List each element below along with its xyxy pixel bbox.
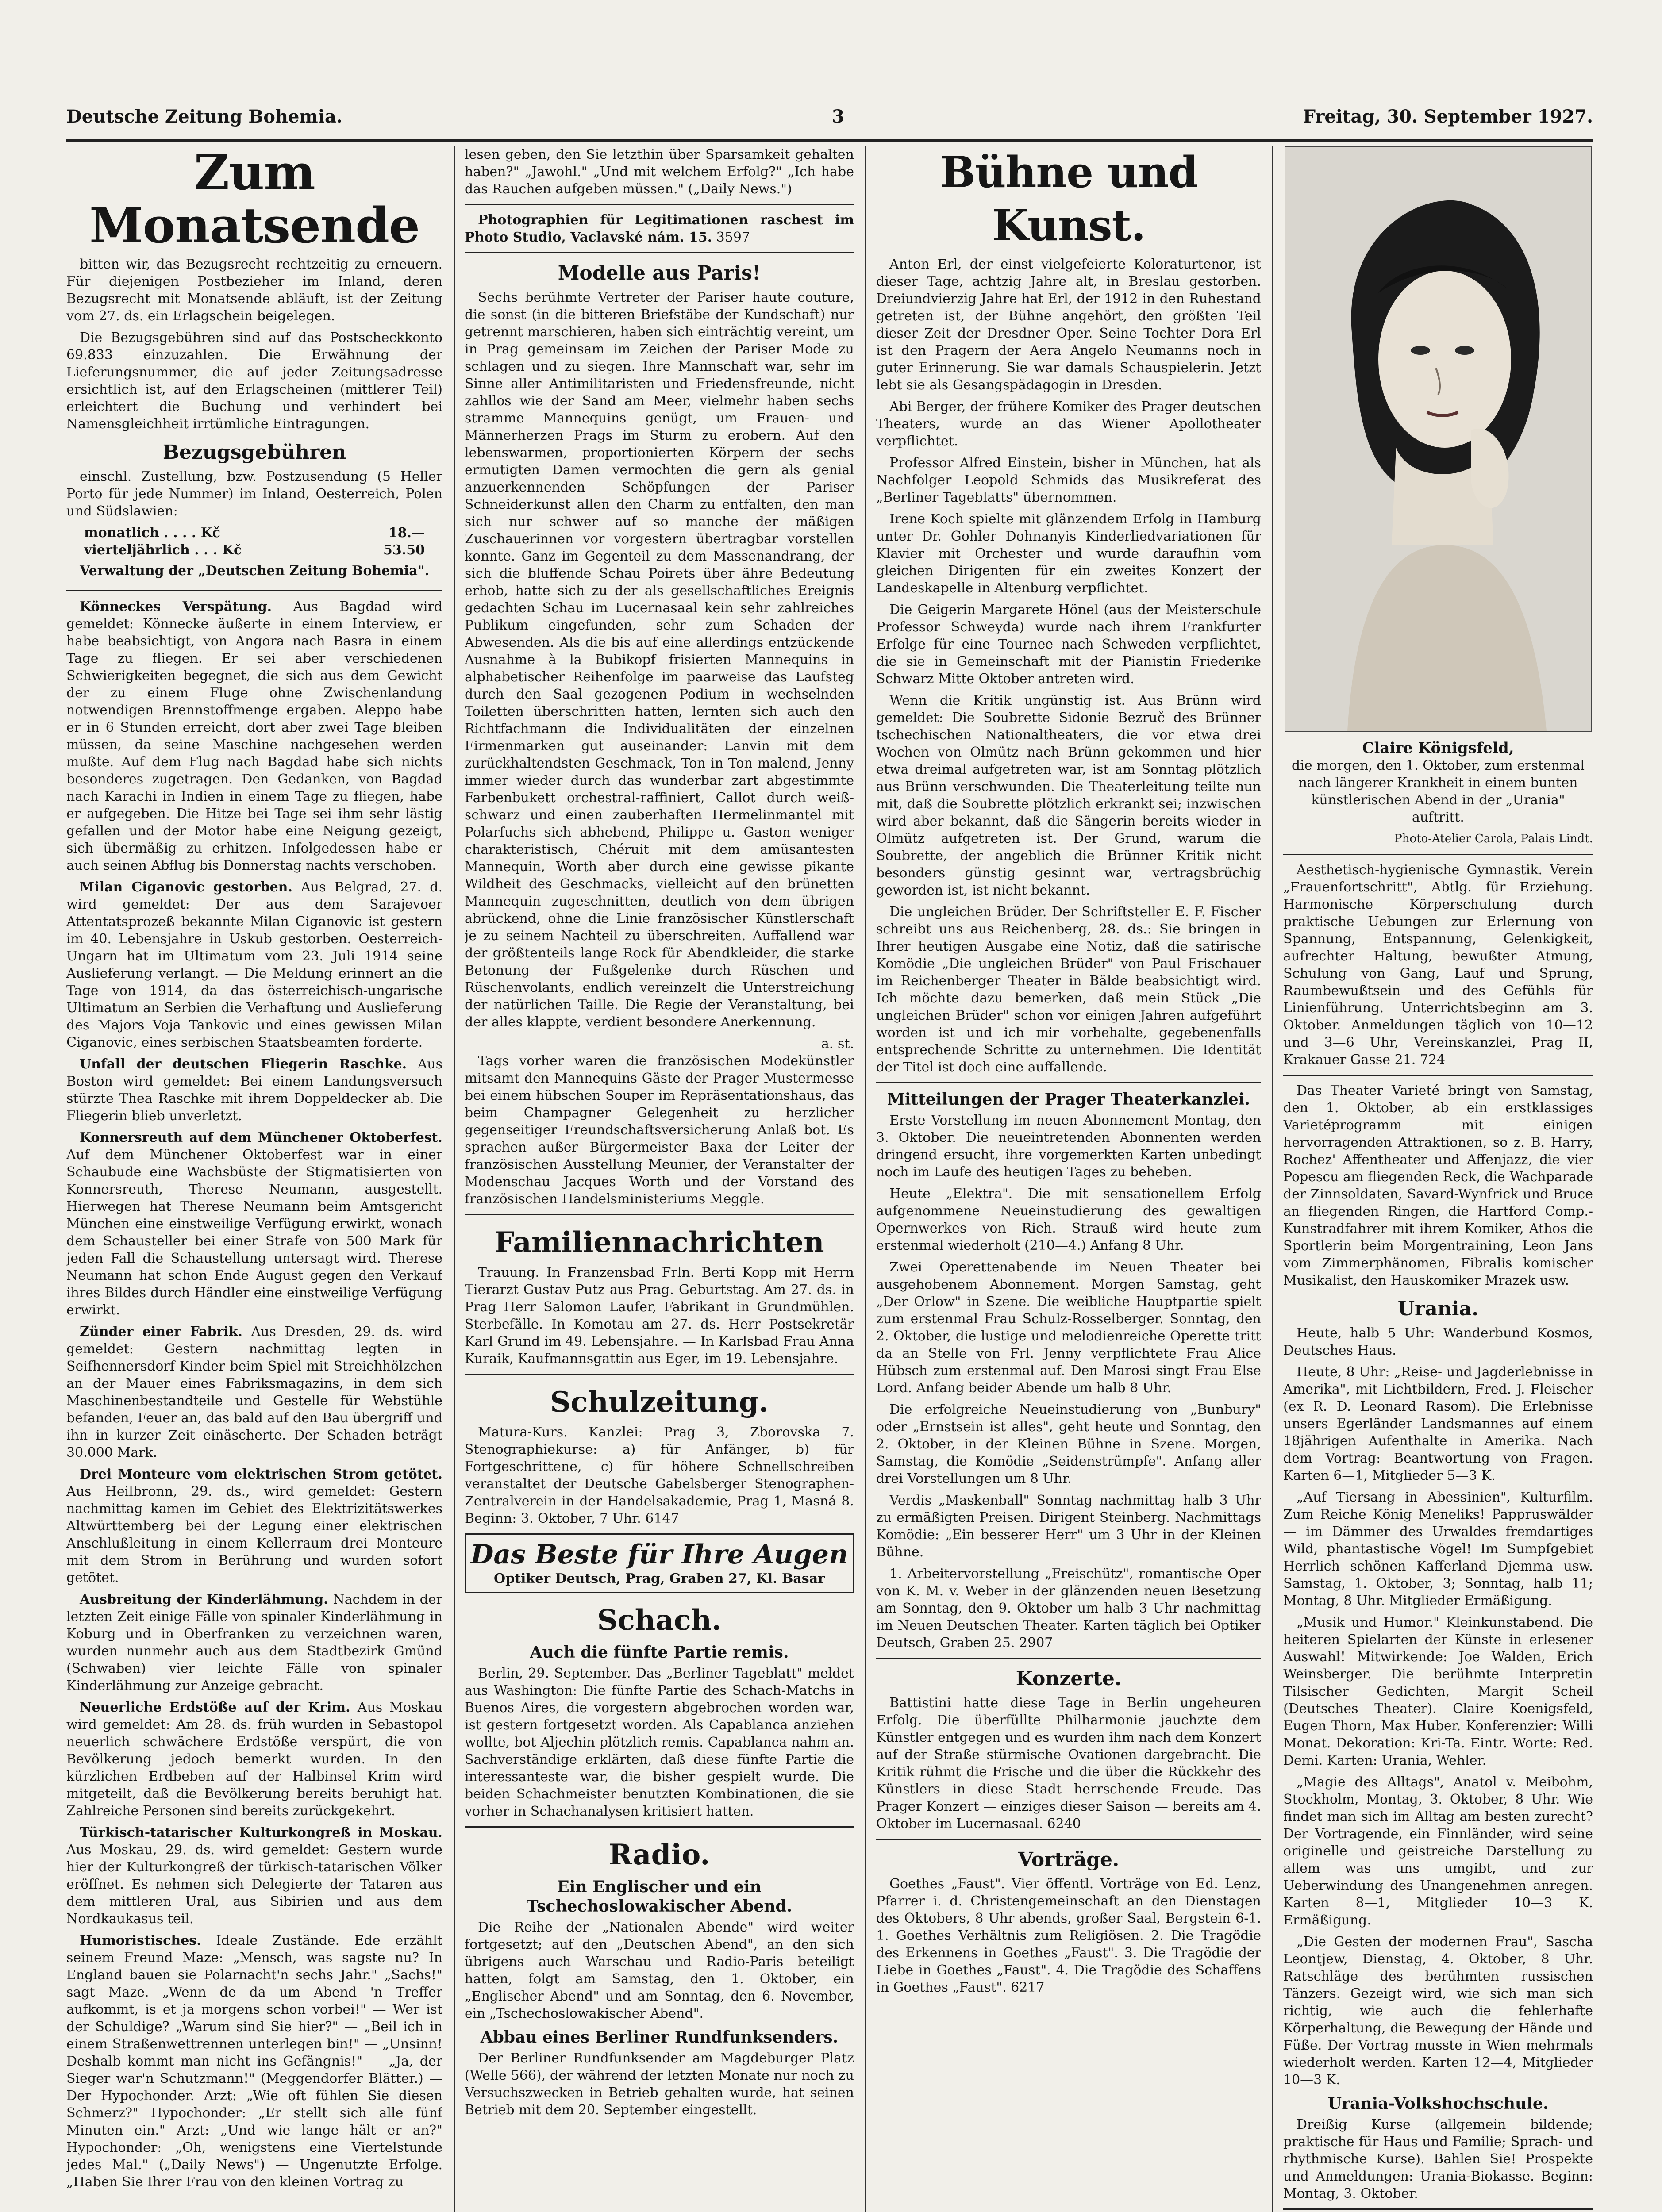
subheading: Ein Englischer und ein Tschechoslowakischer Abend. [526, 1878, 793, 1916]
heading-radio: Radio. [608, 1838, 710, 1871]
newspaper-page [66, 84, 1593, 2212]
heading-familiennachrichten: Familiennachrichten [494, 1226, 824, 1259]
paragraph: Dreißig Kurse (allgemein bildende; praktische für Haus und Familie; Sprach- und rhythmische Kurse). Bahlen Sie! Prospekte und Anmeldungen: Urania-Biokasse. Beginn: Montag, 3. Oktober. [1283, 2117, 1593, 2201]
paragraph: Erste Vorstellung im neuen Abonnement Montag, den 3. Oktober. Die neueintretenden Abonnenten werden dringend ersucht, ihre vorgemerkten Karten unbedingt noch im Laufe des heutigen Tages zu beheben. [876, 1113, 1261, 1180]
news-heading: Könneckes Verspätung. [80, 599, 272, 614]
heading-volkshochschule: Urania-Volkshochschule. [1327, 2094, 1549, 2113]
news-item [66, 1699, 442, 1820]
news-text: Aus Heilbronn, 29. ds., wird gemeldet: Gestern nachmittag kamen im Gebiet des Elektrizitätswerkes Altwürttemberg bei der Legung einer elektrischen Anschlußleitung in einem Kellerraum drei Monteure mit dem Strom in Berührung und wurden sofort getötet. [66, 1484, 442, 1586]
heading-konzerte: Konzerte. [1016, 1667, 1122, 1690]
news-item [66, 1323, 442, 1461]
para-text: Battistini hatte diese Tage in Berlin ungeheuren Erfolg. Die überfüllte Philharmonie jauchzte dem Künstler entgegen und es wurden ihm nach dem Konzert auf der Straße stürmische Ovationen dargebracht. Die Kritik rühmt die Frische und die über die Rückkehr des Künstlers in diese Stadt herrschende Freude. Das Prager Konzert — einziges dieser Saison — bereits am 4. Oktober im Lucernasaal. [876, 1695, 1261, 1832]
news-heading: Drei Monteure vom elektrischen Strom getötet. [80, 1467, 442, 1482]
subheading: Abbau eines Berliner Rundfunksenders. [480, 2028, 839, 2047]
price-row [84, 541, 425, 559]
news-item [66, 1591, 442, 1694]
heading-vortraege: Vorträge. [1018, 1848, 1120, 1871]
paragraph: „Auf Tiersang in Abessinien", Kulturfilm. Zum Reiche König Meneliks! Pappruswälder — im Dämmer des Urwaldes fremdartiges Wild, phantastische Vögel! Im Sumpfgebiet Herrlich schönen Kafferland Djemma usw. Samstag, 1. Oktober, 3; Sonntag, halb 11; Montag, 8 Uhr. Mitglieder Ermäßigung. [1283, 1490, 1593, 1609]
price-row [84, 524, 425, 541]
news-text: Aus Dresden, 29. ds. wird gemeldet: Gestern nachmittag legten in Seifhennersdorf Kinder beim Spiel mit Streichhölzchen an der Mauer eines Fabriksmagazins, in dem sich Maschinenbestandteile und Gestelle für Webstühle befanden, Feuer an, das bald auf den Bau übergriff und ihn in kurzer Zeit einäscherte. Der Schaden beträgt 30.000 Mark. [66, 1324, 442, 1460]
paragraph: Zwei Operettenabende im Neuen Theater bei ausgehobenem Abonnement. Morgen Samstag, geht „Der Orlow" in Szene. Die weibliche Hauptpartie spielt zum erstenmal Frau Schulz-Rosselberger. Sonntag, den 2. Oktober, die lustige und melodienreiche Operette tritt da an Stelle von Frl. Jenny verpflichtete Frau Alice Hübsch zum erstenmal auf. Den Marosi singt Frau Else Lord. Anfang beider Abende um halb 8 Uhr. [876, 1260, 1261, 1396]
heading-schulzeitung: Schulzeitung. [550, 1386, 769, 1419]
column-3 [876, 146, 1261, 2212]
news-text: Nachdem in der letzten Zeit einige Fälle von spinaler Kinderlähmung in Koburg und in Oberfranken zu verzeichnen waren, wurden nunmehr auch aus dem Stadtbezirk Gmünd (Schwaben) vier leichte Fälle von spinaler Kinderlähmung zur Anzeige gebracht. [66, 1592, 442, 1694]
ad-line: Optiker Deutsch, Prag, Graben 27, Kl. Basar [494, 1571, 825, 1586]
divider [1283, 854, 1593, 855]
price-label: monatlich . . . . Kč [84, 525, 221, 541]
headline-monatsende: Zum Monatsende [89, 146, 419, 254]
paragraph: Die Geigerin Margarete Hönel (aus der Meisterschule Professor Schweyda) wurde nach ihrem Frankfurter Erfolge für eine Tournee nach Schweden verpflichtet, die sie in Gemeinschaft mit der Pianistin Friederike Schwarz Mitte Oktober antreten wird. [876, 602, 1261, 687]
portrait-photo [1285, 146, 1592, 732]
divider [1283, 1075, 1593, 1076]
heading-schach: Schach. [597, 1604, 722, 1637]
portrait-image [1285, 147, 1591, 731]
paragraph: Berlin, 29. September. Das „Berliner Tageblatt" meldet aus Washington: Die fünfte Partie des Schach-Matchs in Buenos Aires, die vorgestern abgebrochen worden war, ist gestern fortgesetzt worden. Als Capablanca anziehen wollte, bot Aljechin plötzlich remis. Capablanca nahm an. Sachverständige erklärten, daß diese fünfte Partie die interessanteste war, die bisher gespielt wurde. Die beiden Schachmeister benutzten Kombinationen, die sie vorher in Schachanalysen kritisiert hatten. [465, 1666, 854, 1819]
news-item [66, 1466, 442, 1586]
price-value: 18.— [388, 525, 425, 541]
paragraph: „Musik und Humor." Kleinkunstabend. Die heiteren Spielarten der Künste in erlesener Auswahl! Mitwirkende: Joe Walden, Erich Weinsberger. Die berühmte Interpretin Tilsischer Gedichten, Margit Scheil (Deutsches Theater). Claire Koenigsfeld, Eugen Thorn, Max Huber. Konferenzier: Willi Monat. Dekoration: Kri-Ta. Eintr. Worte: Red. Demi. Karten: Urania, Wehler. [1283, 1615, 1593, 1768]
paragraph: Die Reihe der „Nationalen Abende" wird weiter fortgesetzt; auf den „Deutschen Abend", an den sich übrigens auch Warschau und Radio-Paris beteiligt hatten, folgt am Samstag, den 1. Oktober, ein „Englischer Abend" und am Sonntag, den 6. November, ein „Tschechoslowakischer Abend". [465, 1920, 854, 2021]
news-item [66, 1932, 442, 2191]
subheading: Auch die fünfte Partie remis. [530, 1643, 789, 1662]
paragraph: Verdis „Maskenball" Sonntag nachmittag halb 3 Uhr zu ermäßigten Preisen. Dirigent Steinberg. Nachmittags Komödie: „Ein besserer Herr" um 3 Uhr in der Kleinen Bühne. [876, 1493, 1261, 1560]
paragraph [876, 1875, 1261, 1996]
news-text: Aus Moskau, 29. ds. wird gemeldet: Gestern wurde hier der Kulturkongreß der türkisch-tatarischen Völker eröffnet. Es nehmen sich Delegierte der Tataren aus dem mittleren Ural, aus Sibirien und aus dem Nordkaukasus teil. [66, 1842, 442, 1927]
headline-buehne-kunst: Bühne und Kunst. [939, 147, 1198, 250]
paragraph [1283, 861, 1593, 1068]
paragraph: „Die Gesten der modernen Frau", Sascha Leontjew, Dienstag, 4. Oktober, 8 Uhr. Ratschläge des berühmten russischen Tänzers. Gezeigt wird, wie sich man sich richtig, wie auch die fehlerhafte Körperhaltung, die Bewegung der Hände und Füße. Der Vortrag musste in Wien mehrmals wiederholt werden. Karten 12—4, Mitglieder 10—3 K. [1283, 1934, 1593, 2088]
divider [465, 1374, 854, 1375]
column-divider [1272, 146, 1273, 2212]
news-text: Aus Boston wird gemeldet: Bei einem Landungsversuch stürzte Thea Raschke mit ihrem Doppeldecker ab. Die Fliegerin blieb unverletzt. [66, 1056, 442, 1124]
news-text: Aus Moskau wird gemeldet: Am 28. ds. früh wurden in Sebastopol neuerlich schwächere Erdstöße verspürt, die von Bevölkerung jedoch bemerkt wurden. In den kürzlichen Erdbeben auf der Halbinsel Krim wird mitgeteilt, daß die Bevölkerung bereits beruhigt hat. Zahlreiche Personen sind bereits zurückgekehrt. [66, 1700, 442, 1819]
paragraph: einschl. Zustellung, bzw. Postzusendung (5 Heller Porto für jede Nummer) im Inland, Oesterreich, Polen und Südslawien: [66, 469, 442, 519]
news-heading: Milan Ciganovic gestorben. [80, 879, 292, 895]
paragraph: Sechs berühmte Vertreter der Pariser haute couture, die sonst (in die bitteren Briefstäbe der Kundschaft) nur getrennt marschieren, haben sich einträchtig vereint, um in Prag gemeinsam im Zeichen der Pariser Mode zu schlagen und zu siegen. Ihre Mannschaft war, sehr im Sinne aller Antimilitaristen und Friedensfreunde, nicht zahllos wie der Sand am Meer, vielmehr haben sechs stramme Mannequins genügt, um Frauen- und Männerherzen Prags im Sturm zu erobern. Auf den lebenswarmen, proportionierten Körpern der sechs ermutigten Damen vermochten die gern als genial anzuerkennenden Schöpfungen der Pariser Schneiderkunst allen den Charm zu entfalten, den man sich nur schwer auf so manche der mäßigen Zuschauerinnen vor vorgestern übertragbar vorstellen konnte. Ganz im Gegenteil zu dem Massenandrang, der sich die bluffende Schau Poirets über ähre Bedeutung erhob, hatte sich zu der als gesellschaftliches Ereignis gedachten Schau im Lucernasaal kein sehr zahlreiches Publikum eingefunden, sehr zum Schaden der Abwesenden. Als die bis auf eine allerdings entzückende Ausnahme à la Bubikopf frisierten Mannequins in alphabetischer Reihenfolge im paarweise das Laufsteg durch den Saal gezogenen Podium in wechselnden Toiletten überschritten hatten, lernten sich auch den Richtfachmann die Individualitäten der einzelnen Firmenmarken gut auseinander: Lanvin mit dem zurückhaltendsten Geschmack, Ton in Ton malend, Jenny immer wieder durch das wunderbar zart abgestimmte Farbenbukett orchestral-raffiniert, Callot durch weiß-schwarz und einen zauberhaften Hermelinmantel mit Polarfuchs sich abhebend, Philippe u. Gaston weniger charakteristisch, Chéruit mit dem amüsantesten Mannequin, Worth aber durch eine gewisse pikante Wildheit des Geschmacks, vielleicht auf den brünetten Mannequin zugeschnitten, deutlich von dem übrigen abrückend, ohne die Linie französischer Künstlerschaft je zu seinem Nachteil zu überschreiten. Auffallend war der größtenteils lange Rock für Abendkleider, die starke Betonung der Fußgelenke durch Rüschen und Rüschenvolants, endlich vereinzelt die Unterstreichung der natürlichen Taille. Die Regie der Veranstaltung, bei der alles klappte, verdient besondere Anerkennung. [465, 290, 854, 1030]
news-item [66, 879, 442, 1051]
photo-credit: Photo-Atelier Carola, Palais Lindt. [1394, 832, 1593, 845]
news-heading: Konnersreuth auf dem Münchener Oktoberfest. [80, 1130, 442, 1145]
para-text: 1. Arbeitervorstellung „Freischütz", romantische Oper von K. M. v. Weber in der glänzenden neuen Besetzung am Sonntag, den 9. Oktober um halb 3 Uhr nachmittag im Neuen Deutschen Theater. Karten täglich bei Optiker Deutsch, Graben 25. [876, 1566, 1261, 1651]
paragraph: Trauung. In Franzensbad Frln. Berti Kopp mit Herrn Tierarzt Gustav Putz aus Prag. Geburtstag. Am 27. ds. in Prag Herr Salomon Laufer, Fabrikant in Grundmühlen. Sterbefälle. In Komotau am 27. ds. Herr Postsekretär Karl Grund im 49. Lebensjahre. — In Karlsbad Frau Anna Kuraik, Kaufmannsgattin aus Eger, im 19. Lebensjahre. [465, 1265, 854, 1367]
divider [465, 1214, 854, 1215]
column-divider [865, 146, 866, 2212]
paragraph: Heute, 8 Uhr: „Reise- und Jagderlebnisse in Amerika", mit Lichtbildern, Fred. J. Fleischer (ex R. D. Leonard Rasom). Die Erlebnisse unsers Egerländer Landsmannes auf einem 18jährigen Aufenthalte in Amerika. Nach dem Vortrag: Beantwortung von Fragen. Karten 6—1, Mitglieder 5—3 K. [1283, 1364, 1593, 1483]
ad-number: 6240 [1047, 1816, 1081, 1832]
price-label: vierteljährlich . . . Kč [84, 542, 242, 558]
paragraph: Wenn die Kritik ungünstig ist. Aus Brünn wird gemeldet: Die Soubrette Sidonie Bezruč des Brünner tschechischen Nationaltheaters, die vor etwa drei Wochen von Olmütz nach Brünn gekommen und hier etwa dreimal aufgetreten war, ist am Sonntag plötzlich aus Brünn verschwunden. Die Theaterleitung teilte nun mit, daß die Soubrette plötzlich erkrankt sei; inzwischen wird aber bekannt, daß die Sängerin bereits wieder in Olmütz aufgetreten ist. Der Grund, warum die Soubrette, der angeblich die Brünner Kritik nicht besonders günstig gesinnt war, vertragsbrüchig geworden ist, ist nicht bekannt. [876, 693, 1261, 898]
news-heading: Ausbreitung der Kinderlähmung. [80, 1592, 328, 1607]
paragraph: bitten wir, das Bezugsrecht rechtzeitig zu erneuern. Für diejenigen Postbezieher im Inland, deren Bezugsrecht mit Monatsende abläuft, ist der Zeitung vom 27. ds. ein Erlagschein beigelegen. [66, 257, 442, 324]
divider [876, 1839, 1261, 1840]
paragraph: Der Berliner Rundfunksender am Magdeburger Platz (Welle 566), der während der letzten Monate nur noch zu Versuchszwecken in Betrieb gehalten wurde, hat seinen Betrieb mit dem 20. September eingestellt. [465, 2051, 854, 2118]
news-item [66, 1056, 442, 1125]
paper-name: Deutsche Zeitung Bohemia. [66, 106, 342, 127]
news-heading: Neuerliche Erdstöße auf der Krim. [80, 1700, 350, 1715]
paragraph: Die ungleichen Brüder. Der Schriftsteller E. F. Fischer schreibt uns aus Reichenberg, 28. ds.: Sie bringen in Ihrer heutigen Ausgabe eine Notiz, daß die satirische Komödie „Die ungleichen Brüder" von Paul Frischauer im Reichenberger Theater in Bälde beabsichtigt wird. Ich möchte dazu bemerken, daß mein Stück „Die ungleichen Brüder" schon vor einigen Jahren aufgeführt worden ist und ich mir vorbehalte, gegebenenfalls entsprechende Schritte zu unternehmen. Die Identität der Titel ist doch eine auffallende. [876, 904, 1261, 1075]
paragraph: Professor Alfred Einstein, bisher in München, hat als Nachfolger Leopold Schmids das Musikreferat des „Berliner Tageblatts" übernommen. [876, 455, 1261, 505]
heading-mitteilungen: Mitteilungen der Prager Theaterkanzlei. [887, 1090, 1250, 1109]
paragraph: Die Bezugsgebühren sind auf das Postscheckkonto 69.833 einzuzahlen. Die Erwähnung der Lieferungsnummer, die auf jeder Zeitungsadresse ersichtlich ist, auf den Erlagscheinen (mittlerer Teil) erleichtert die Buchung und verhindert bei Namensgleichheit irrtümliche Eintragungen. [66, 330, 442, 432]
paragraph [876, 1694, 1261, 1832]
paragraph: Heute „Elektra". Die mit sensationellem Erfolg aufgenommene Neueinstudierung des gewaltigen Opernwerkes von Rich. Strauß wird heute zum erstenmal wiederholt (210—4.) Anfang 8 Uhr. [876, 1186, 1261, 1253]
ad-text: Photographien für Legitimationen raschest im Photo Studio, Vaclavské nám. 15. [465, 212, 854, 245]
ad-number: 3597 [716, 230, 750, 245]
masthead [66, 106, 1593, 137]
classified-ad [465, 211, 854, 246]
column-divider [454, 146, 455, 2212]
divider [876, 1082, 1261, 1083]
divider [66, 587, 442, 591]
paragraph [876, 1565, 1261, 1651]
news-item [66, 598, 442, 874]
paragraph: Heute, halb 5 Uhr: Wanderbund Kosmos, Deutsches Haus. [1283, 1325, 1593, 1358]
ad-title: Das Beste für Ihre Augen [470, 1539, 848, 1570]
news-item [66, 1824, 442, 1928]
column-1 [66, 146, 442, 2212]
news-text: Auf dem Münchener Oktoberfest war in einer Schaubude eine Wachsbüste der Stigmatisierten von Konnersreuth, Therese Neumann, ausgestellt. Hierwegen hat Therese Neumann beim Amtsgericht München eine einstweilige Verfügung erwirkt, wonach dem Schausteller bei einer Strafe von 500 Mark für jeden Fall die Schaustellung untersagt wird. Therese Neumann hat schon Ende August gegen den Verkauf ihres Bildes durch Händler eine einstweilige Verfügung erwirkt. [66, 1147, 442, 1318]
page-number: 3 [832, 106, 844, 127]
paragraph: „Magie des Alltags", Anatol v. Meibohm, Stockholm, Montag, 3. Oktober, 8 Uhr. Wie findet man sich im Alltag am besten zurecht? Der Vortragende, ein Finnländer, wird seine originelle und geistreiche Darstellung zu allem was uns umgibt, und zur Ueberwindung des Unangenehmen anregen. Karten 8—1, Mitglieder 10—3 K. Ermäßigung. [1283, 1774, 1593, 1928]
news-heading: Zünder einer Fabrik. [80, 1324, 242, 1340]
photo-caption: die morgen, den 1. Oktober, zum erstenmal nach längerer Krankheit in einem bunten künstlerischen Abend in der „Urania" auftritt. [1292, 758, 1585, 825]
paragraph: Das Theater Varieté bringt von Samstag, den 1. Oktober, ab ein erstklassiges Varietéprogramm mit einigen hervorragenden Attraktionen, so z. B. Harry, Rochez' Affentheater und Affenjazz, die vier Popescu am fliegenden Reck, die Wachparade der Zinnsoldaten, Savard-Wynfrick und Bruce an fliegenden Ringen, die Hartford Comp.-Kunstradfahrer mit ihrem Komiker, Athos die Sportlerin beim Morgentraining, Leon Jans vom Zimmerphänomen, Fibralis komischer Musikalist, den Hauskomiker Mrazek usw. [1283, 1083, 1593, 1288]
issue-date: Freitag, 30. September 1927. [1303, 106, 1593, 127]
price-table [84, 524, 425, 559]
paragraph: Anton Erl, der einst vielgefeierte Koloraturtenor, ist dieser Tage, achtzig Jahre alt, in Breslau gestorben. Dreiundvierzig Jahre hat Erl, der 1912 in den Ruhestand getreten ist, der Bühne angehört, den größten Teil dieser Zeit der Dresdner Oper. Seine Tochter Dora Erl ist den Pragern der Aera Angelo Neumanns noch in guter Erinnerung. Sie war damals Schauspielerin. Jetzt lebt sie als Gesangspädagogin in Dresden. [876, 257, 1261, 393]
paragraph: Tags vorher waren die französischen Modekünstler mitsamt den Mannequins Gäste der Prager Mustermesse bei einem hübschen Souper im Repräsentationshaus, das beim Champagner Gelegenheit zu herzlicher gegenseitiger Freundschaftsversicherung Anlaß bot. Es sprachen außer Bürgermeister Baxa der Leiter der französischen Ausstellung Meunier, der Veranstalter der Modenschau Jacques Worth und der Vorstand des französischen Handelsministeriums Meggle. [465, 1053, 854, 1207]
paragraph: Irene Koch spielte mit glänzendem Erfolg in Hamburg unter Dr. Gohler Dohnanyis Kinderliedvariationen für Klavier mit Orchester und wurde daraufhin vom gleichen Dirigenten für ein zweites Konzert der Landeskapelle in Altenburg verpflichtet. [876, 511, 1261, 596]
ad-number: 6217 [1011, 1980, 1045, 1995]
heading-modelle-paris: Modelle aus Paris! [558, 262, 761, 284]
ad-number: 724 [1420, 1052, 1446, 1068]
news-heading: Humoristisches. [80, 1933, 201, 1948]
divider [465, 204, 854, 205]
author-signature: a. st. [821, 1036, 854, 1052]
price-value: 53.50 [383, 542, 425, 558]
paragraph: lesen geben, den Sie letzthin über Sparsamkeit gehalten haben?" „Jawohl." „Und mit welchem Erfolg?" „Ich habe das Rauchen aufgeben müssen." („Daily News.") [465, 147, 854, 197]
school-text: Matura-Kurs. Kanzlei: Prag 3, Zborovska 7. Stenographiekurse: a) für Anfänger, b) für Fortgeschrittene, c) für höhere Schnellschreiben veranstaltet der Deutsche Gabelsberger Stenographen-Zentralverein in der Handelsakademie, Prag 1, Masná 8. Beginn: 3. Oktober, 7 Uhr. [465, 1425, 854, 1526]
admin-signature: Verwaltung der „Deutschen Zeitung Bohemia". [80, 563, 429, 579]
news-text: Ideale Zustände. Ede erzählt seinem Freund Maze: „Mensch, was sagste nu? In England bauen sie Polarnacht'n sechs Jahr." „Sachs!" sagt Maze. „Wenn de da um Abend 'n Treffer aufkommt, is et ja morgens schon vorbei!" — Wer ist der Schuldige? „Warum sind Sie hier?" — „Beil ich in einem Straßenwettrennen unterlegen bin!" — „Unsinn! Deshalb kommt man nicht ins Gefängnis!" — „Ja, der Sieger war'n Schutzmann!" (Meggendorfer Blätter.) — Der Hypochonder. Arzt: „Wie oft fühlen Sie diesen Schmerz?" Hypochonder: „Er stellt sich alle fünf Minuten ein." Arzt: „Und wie lange hält er an?" Hypochonder: „Oh, wenigstens eine Viertelstunde jedes Mal." („Daily News") — Ungenutzte Erfolge. „Haben Sie Ihrer Frau von den kleinen Vortrag zu [66, 1933, 442, 2190]
ad-number: 2907 [1019, 1635, 1053, 1651]
divider [876, 1658, 1261, 1659]
divider [465, 252, 854, 253]
news-heading: Unfall der deutschen Fliegerin Raschke. [80, 1056, 407, 1072]
heading-bezugsgebuehren: Bezugsgebühren [162, 441, 346, 464]
para-text: Aesthetisch-hygienische Gymnastik. Verein „Frauenfortschritt", Abtlg. für Erziehung. Harmonische Körperschulung durch praktische Uebungen zur Erlernung von Spannung, Entspannung, Gelenkigkeit, aufrechter Haltung, bewußter Atmung, Schulung von Gang, Lauf und Sprung, Raumbewußtsein und des Gefühls für Linienführung. Unterrichtsbeginn am 3. Oktober. Anmeldungen täglich von 10—12 und 3—6 Uhr, Vereinskanzlei, Prag II, Krakauer Gasse 21. [1283, 862, 1593, 1068]
divider [465, 1826, 854, 1828]
paragraph: Die erfolgreiche Neueinstudierung von „Bunbury" oder „Ernstsein ist alles", geht heute und Sonntag, den 2. Oktober, in der Kleinen Bühne in Szene. Morgen, Samstag, die Komödie „Seidenstrümpfe". Anfang aller drei Vorstellungen um 8 Uhr. [876, 1402, 1261, 1486]
heading-urania: Urania. [1397, 1298, 1479, 1320]
column-2 [465, 146, 854, 2212]
news-heading: Türkisch-tatarischer Kulturkongreß in Moskau. [80, 1825, 442, 1840]
column-4 [1283, 146, 1593, 2212]
optician-ad [465, 1533, 854, 1593]
para-text: Goethes „Faust". Vier öffentl. Vorträge von Ed. Lenz, Pfarrer i. d. Christengemeinschaft an den Dienstagen des Oktobers, 8 Uhr abends, großer Saal, Bergstein 6-1. 1. Goethes Verhältnis zum Religiösen. 2. Die Tragödie des Erkennens in Goethes „Faust". 3. Die Tragödie der Liebe in Goethes „Faust". 4. Die Tragödie des Schaffens in Goethes „Faust". [876, 1876, 1261, 1995]
news-text: Aus Bagdad wird gemeldet: Könnecke äußerte in einem Interview, er habe beabsichtigt, von Angora nach Basra in einem Tage zu fliegen. Er sei aber verschiedenen Schwierigkeiten begegnet, die sich aus dem Gewicht der zu einem Fluge ohne Zwischenlandung notwendigen Brennstoffmenge ergaben. Aleppo habe er in 6 Stunden erreicht, dort aber zwei Tage bleiben müssen, da seine Maschine nachgesehen werden mußte. Auf dem Flug nach Bagdad habe sich nichts besonderes zugetragen. Den Gedanken, von Bagdad nach Karachi in Indien in einem Tage zu fliegen, habe er aufgegeben. Die Hitze bei Tage sei ihm sehr lästig gefallen und der Motor habe eine Neigung gezeigt, sich übermäßig zu erhitzen. Infolgedessen habe er auch seinen Abflug bis Donnerstag nachts verschoben. [66, 599, 442, 873]
paragraph [465, 1424, 854, 1527]
divider [1283, 2208, 1593, 2210]
paragraph: Abi Berger, der frühere Komiker des Prager deutschen Theaters, wurde an das Wiener Apollotheater verpflichtet. [876, 399, 1261, 449]
header-rule [66, 139, 1593, 142]
news-item [66, 1129, 442, 1319]
ad-number: 6147 [645, 1511, 679, 1526]
photo-caption-name: Claire Königsfeld, [1362, 739, 1514, 757]
news-text: Aus Belgrad, 27. d. wird gemeldet: Der aus dem Sarajevoer Attentatsprozeß bekannte Milan Ciganovic ist gestern im 40. Lebensjahre in Uskub gestorben. Oesterreich-Ungarn hat im Ultimatum vom 23. Juli 1914 seine Auslieferung verlangt. — Die Meldung erinnert an die Tage von 1914, da das österreichisch-ungarische Ultimatum an Serbien die Verhaftung und Auslieferung des Majors Voja Tankovic und eines gewissen Milan Ciganovic, eines serbischen Staatsbeamten forderte. [66, 879, 442, 1050]
